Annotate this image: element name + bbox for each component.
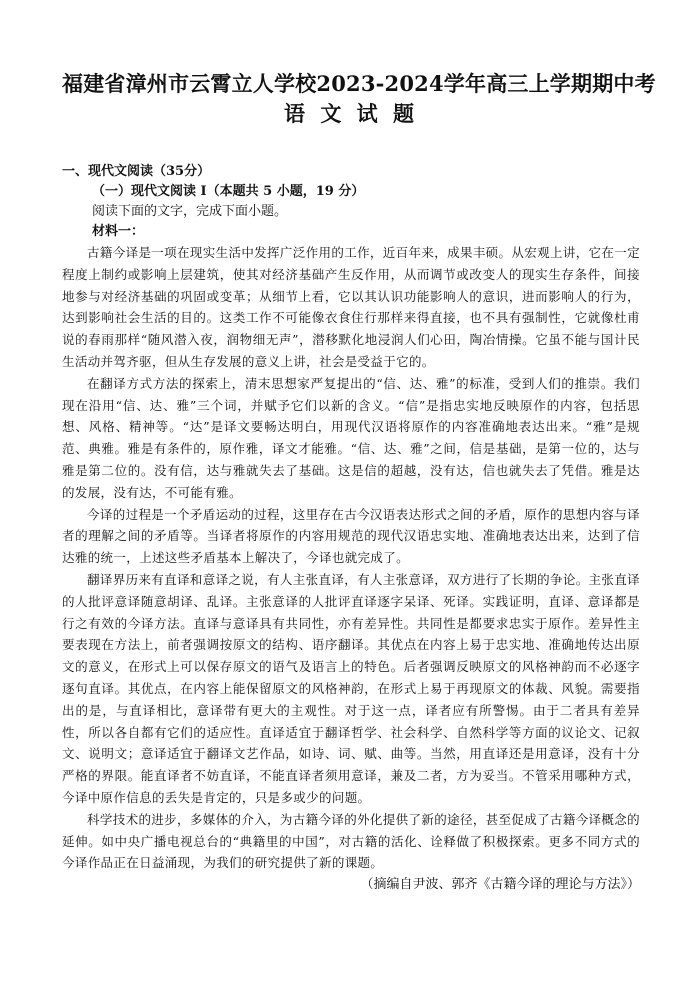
source-citation: （摘编自尹波、郭齐《古籍今译的理论与方法》） xyxy=(360,877,640,893)
reading-instruction: 阅读下面的文字，完成下面小题。 xyxy=(92,204,288,219)
paragraph-3: 今译的过程是一个矛盾运动的过程，这里存在古今汉语表达形式之间的矛盾，原作的思想内容与译者的理解之间的矛盾等。当译者将原作的内容用规范的现代汉语忠实地、准确地表达出来，达到了信达雅的统一，上述这些矛盾基本上解决了，今译也就完成了。 xyxy=(62,506,640,566)
exam-subtitle: 语 文 试 题 xyxy=(284,101,418,126)
section-heading: 一、现代文阅读（35分） xyxy=(62,164,211,179)
exam-title: 福建省漳州市云霄立人学校2023-2024学年高三上学期期中考 xyxy=(62,71,656,96)
material-label: 材料一： xyxy=(92,224,145,239)
paragraph-4: 翻译界历来有直译和意译之说，有人主张直译，有人主张意译，双方进行了长期的争论。主张直译的人批评意译随意胡译、乱译。主张意译的人批评直译逐字呆译、死译。实践证明，直译、意译都是行之有效的今译方法。直译与意译具有共同性，亦有差异性。共同性是都要求忠实于原作。差异性主要表现在方法上，前者强调按原文的结构、语序翻译。其优点在内容上易于忠实地、准确地传达出原文的意义，在形式上可以保存原文的语气及语言上的特色。后者强调反映原文的风格神韵而不必逐字逐句直译。其优点，在内容上能保留原文的风格神韵，在形式上易于再现原文的体裁、风貌。需要指出的是，与直译相比，意译带有更大的主观性。对于这一点，译者应有所警惕。由于二者具有差异性，所以各自都有它们的适应性。直译适宜于翻译哲学、社会科学、自然科学等方面的议论文、记叙文、说明文；意译适宜于翻译文艺作品，如诗、词、赋、曲等。当然，用直译还是用意译，没有十分严格的界限。能直译者不妨直译，不能直译者须用意译，兼及二者，方为妥当。不管采用哪种方式，今译中原作信息的丢失是肯定的，只是多或少的问题。 xyxy=(62,571,640,805)
subsection-heading: （一）现代文阅读 I（本题共 5 小题，19 分） xyxy=(92,184,365,199)
paragraph-5: 科学技术的进步，多媒体的介入，为古籍今译的外化提供了新的途径，甚至促成了古籍今译概念的延伸。如中央广播电视总台的“典籍里的中国”，对古籍的活化、诠释做了积极探索。更多不同方式的今译作品正在日益涌现，为我们的研究提供了新的课题。 xyxy=(62,811,640,871)
paragraph-1: 古籍今译是一项在现实生活中发挥广泛作用的工作，近百年来，成果丰硕。从宏观上讲，它在一定程度上制约或影响上层建筑，使其对经济基础产生反作用，从而调节或改变人的现实生存条件，间接地参与对经济基础的巩固或变革；从细节上看，它以其认识功能影响人的意识，进而影响人的行为，达到影响社会生活的目的。这类工作不可能像衣食住行那样来得直接，也不具有强制性，它就像杜甫说的春雨那样“随风潜入夜，润物细无声”，潜移默化地浸润人们心田，陶冶情操。它虽不能与国计民生活动并驾齐驱，但从生存发展的意义上讲，社会是受益于它的。 xyxy=(62,245,640,369)
paragraph-2: 在翻译方式方法的探索上，清末思想家严复提出的“信、达、雅”的标准，受到人们的推崇。我们现在沿用“信、达、雅”三个词，并赋予它们以新的含义。“信”是指忠实地反映原作的内容，包括思想、风格、精神等。“达”是译文要畅达明白，用现代汉语将原作的内容准确地表达出来。“雅”是规范、典雅。雅是有条件的，原作雅，译文才能雅。“信、达、雅”之间，信是基础，是第一位的，达与雅是第二位的。没有信，达与雅就失去了基础。这是信的超越，没有达，信也就失去了凭借。雅是达的发展，没有达，不可能有雅。 xyxy=(62,375,640,500)
